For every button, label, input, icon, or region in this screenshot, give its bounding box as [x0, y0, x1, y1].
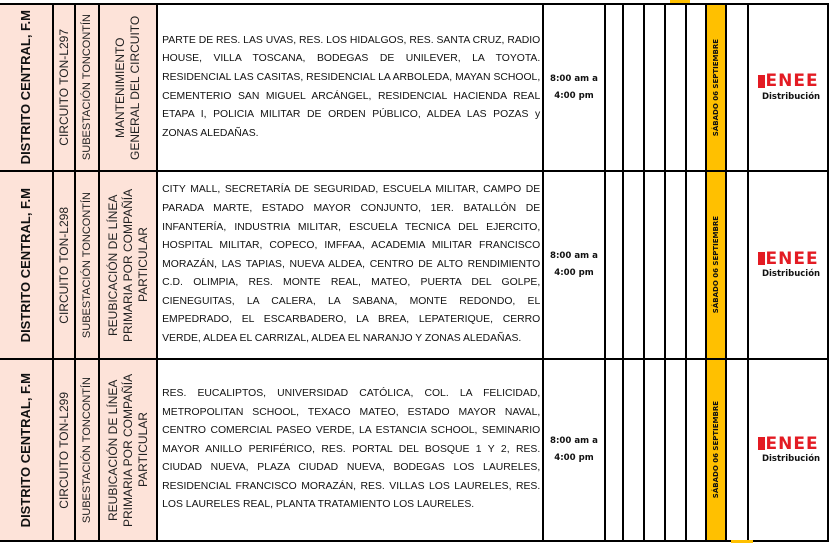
district-cell: DISTRITO CENTRAL, F.M: [0, 171, 53, 359]
bolt-icon: [758, 75, 765, 88]
schedule-time-cell: 8:00 am a 4:00 pm: [543, 4, 604, 171]
empty-cell: [726, 171, 748, 359]
empty-cell: [665, 4, 686, 171]
circuit-cell: CIRCUITO TON-L299: [53, 359, 76, 541]
outage-schedule-table: [0, 3, 829, 542]
schedule-time-cell: 8:00 am a 4:00 pm: [543, 171, 604, 359]
substation-cell: SUBESTACIÓN TONCONTÍN: [75, 4, 99, 171]
work-type-cell: MANTENIMIENTO GENERAL DEL CIRCUITO: [99, 4, 157, 171]
date-cell: SÁBADO 06 SEPTIEMBRE: [706, 171, 726, 359]
empty-cell: [686, 359, 707, 541]
empty-cell: [623, 171, 644, 359]
date-cell: SÁBADO 06 SEPTIEMBRE: [706, 4, 726, 171]
table-row: [0, 171, 828, 359]
work-type-cell: REUBICACIÓN DE LÍNEA PRIMARIA POR COMPAÑÍA PARTICULAR: [99, 171, 157, 359]
logo-cell: [748, 171, 828, 359]
empty-cell: [726, 4, 748, 171]
empty-cell: [605, 4, 624, 171]
empty-cell: [644, 171, 665, 359]
empty-cell: [686, 4, 707, 171]
schedule-time-cell: 8:00 am a 4:00 pm: [543, 359, 604, 541]
circuit-cell: CIRCUITO TON-L298: [53, 171, 76, 359]
empty-cell: [665, 171, 686, 359]
logo-cell: [748, 359, 828, 541]
table-row: [0, 4, 828, 171]
affected-sectors-cell: CITY MALL, SECRETARÍA DE SEGURIDAD, ESCUELA MILITAR, CAMPO DE PARADA MARTE, ESTADO MAYOR CONJUNTO, 1ER. BATALLÓN DE INFANTERÍA, INDUSTRIA MILITAR, ESCUELA TECNICA DEL EJERCITO, HOSPITAL MILITAR, COPECO, IMFFAA, ACADEMIA MILITAR FRANCISCO MORAZÁN, LAS TAPIAS, NUEVA ALDEA, CENTRO DE ALTO RENDIMIENTO C.D. OLIMPIA, RES. MONTE REAL, MATEO, PUERTA DEL GOLPE, CIENEGUITAS, LA CALERA, LA SABANA, MONTE REDONDO, EL EMPEDRADO, EL ESCARBADERO, LA BREA, LEPATERIQUE, CERRO VERDE, ALDEA EL CARRIZAL, ALDEA EL NARANJO Y ZONAS ALEDAÑAS.: [157, 171, 543, 359]
empty-cell: [726, 359, 748, 541]
substation-cell: SUBESTACIÓN TONCONTÍN: [75, 171, 99, 359]
work-type-cell: REUBICACIÓN DE LÍNEA PRIMARIA POR COMPAÑÍA PARTICULAR: [99, 359, 157, 541]
enee-logo: ENEE Distribución: [749, 251, 827, 280]
bolt-icon: [758, 252, 765, 265]
empty-cell: [665, 359, 686, 541]
affected-sectors-cell: RES. EUCALIPTOS, UNIVERSIDAD CATÓLICA, COL. LA FELICIDAD, METROPOLITAN SCHOOL, TEXACO MATEO, ESTADO MAYOR NAVAL, CENTRO COMERCIAL PASEO VERDE, LA ESTANCIA SCHOOL, SEMINARIO MAYOR ANILLO PERIFÉRICO, RES. PORTAL DEL BOSQUE 1 Y 2, RES. CIUDAD NUEVA, PLAZA CIUDAD NUEVA, BODEGAS LOS LAURELES, RESIDENCIAL FRANCISCO MORAZÁN, RES. VILLAS LOS LAURELES, RES. LOS LAURELES REAL, PLANTA TRATAMIENTO LOS LAURELES.: [157, 359, 543, 541]
circuit-cell: CIRCUITO TON-L297: [53, 4, 76, 171]
empty-cell: [605, 171, 624, 359]
empty-cell: [686, 171, 707, 359]
empty-cell: [644, 359, 665, 541]
district-cell: DISTRITO CENTRAL, F.M: [0, 359, 53, 541]
district-cell: DISTRITO CENTRAL, F.M: [0, 4, 53, 171]
enee-logo: ENEE Distribución: [749, 73, 827, 102]
substation-cell: SUBESTACIÓN TONCONTÍN: [75, 359, 99, 541]
empty-cell: [605, 359, 624, 541]
affected-sectors-cell: PARTE DE RES. LAS UVAS, RES. LOS HIDALGOS, RES. SANTA CRUZ, RADIO HOUSE, VILLA TOSCANA, BODEGAS DE UNILEVER, LA TOYOTA. RESIDENCIAL LAS CASITAS, RESIDENCIAL LA ARBOLEDA, MAYAN SCHOOL, CEMENTERIO SAN MIGUEL ARCÁNGEL, RESIDENCIAL HACIENDA REAL ETAPA I, POLICIA MILITAR DE ORDEN PÚBLICO, ALDEA LAS POZAS y ZONAS ALEDAÑAS.: [157, 4, 543, 171]
date-cell: SÁBADO 06 SEPTIEMBRE: [706, 359, 726, 541]
table-row: [0, 359, 828, 541]
enee-logo: ENEE Distribución: [749, 436, 827, 465]
logo-cell: [748, 4, 828, 171]
empty-cell: [623, 359, 644, 541]
empty-cell: [623, 4, 644, 171]
bolt-icon: [758, 437, 765, 450]
empty-cell: [644, 4, 665, 171]
